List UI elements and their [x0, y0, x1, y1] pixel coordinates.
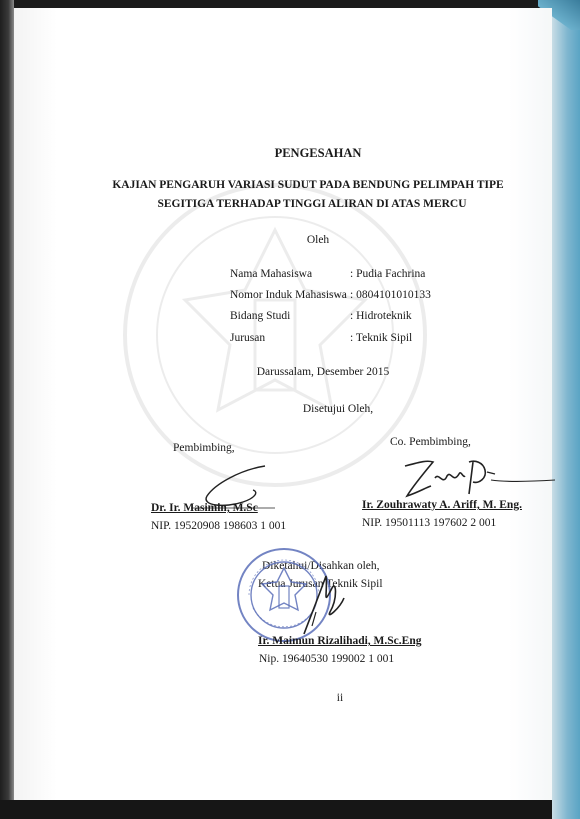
co-supervisor-name: Ir. Zouhrawaty A. Ariff, M. Eng.: [362, 499, 522, 511]
department-head-title: Ketua Jurusan Teknik Sipil: [258, 578, 383, 590]
scan-border-bottom: [0, 800, 580, 819]
field-label-name: Nama Mahasiswa: [230, 268, 313, 280]
acknowledged-by-label: Diketahui/Disahkan oleh,: [262, 560, 380, 572]
department-head-nip: Nip. 19640530 199002 1 001: [259, 653, 395, 665]
field-value-name: : Pudia Fachrina: [350, 268, 426, 280]
field-value-field-of-study: : Hidroteknik: [350, 310, 412, 322]
field-label-department: Jurusan: [230, 332, 266, 344]
approved-by-label: Disetujui Oleh,: [302, 403, 374, 415]
scan-border-right: [552, 0, 580, 819]
scan-border-left: [0, 0, 14, 819]
by-label: Oleh: [306, 234, 330, 246]
field-label-student-id: Nomor Induk Mahasiswa: [230, 289, 347, 301]
page-heading: PENGESAHAN: [274, 146, 362, 160]
scan-border-top: [0, 0, 580, 8]
thesis-title-line-2: SEGITIGA TERHADAP TINGGI ALIRAN DI ATAS MERCU: [157, 198, 467, 210]
field-value-student-id: : 0804101010133: [350, 289, 431, 301]
supervisor-role: Pembimbing,: [173, 442, 235, 454]
supervisor-nip: NIP. 19520908 198603 1 001: [151, 520, 287, 532]
place-and-date: Darussalam, Desember 2015: [256, 366, 390, 378]
co-supervisor-nip: NIP. 19501113 197602 2 001: [362, 517, 497, 529]
department-head-name: Ir. Maimun Rizalihadi, M.Sc.Eng: [258, 635, 422, 647]
field-label-field-of-study: Bidang Studi: [230, 310, 291, 322]
field-value-department: : Teknik Sipil: [350, 332, 413, 344]
department-head-signature: [292, 568, 352, 638]
thesis-title-line-1: KAJIAN PENGARUH VARIASI SUDUT PADA BENDUNG PELIMPAH TIPE: [112, 179, 504, 191]
co-supervisor-role: Co. Pembimbing,: [390, 436, 471, 448]
page-number: ii: [336, 692, 344, 704]
supervisor-name: Dr. Ir. Masimin, M.Sc: [151, 502, 258, 514]
